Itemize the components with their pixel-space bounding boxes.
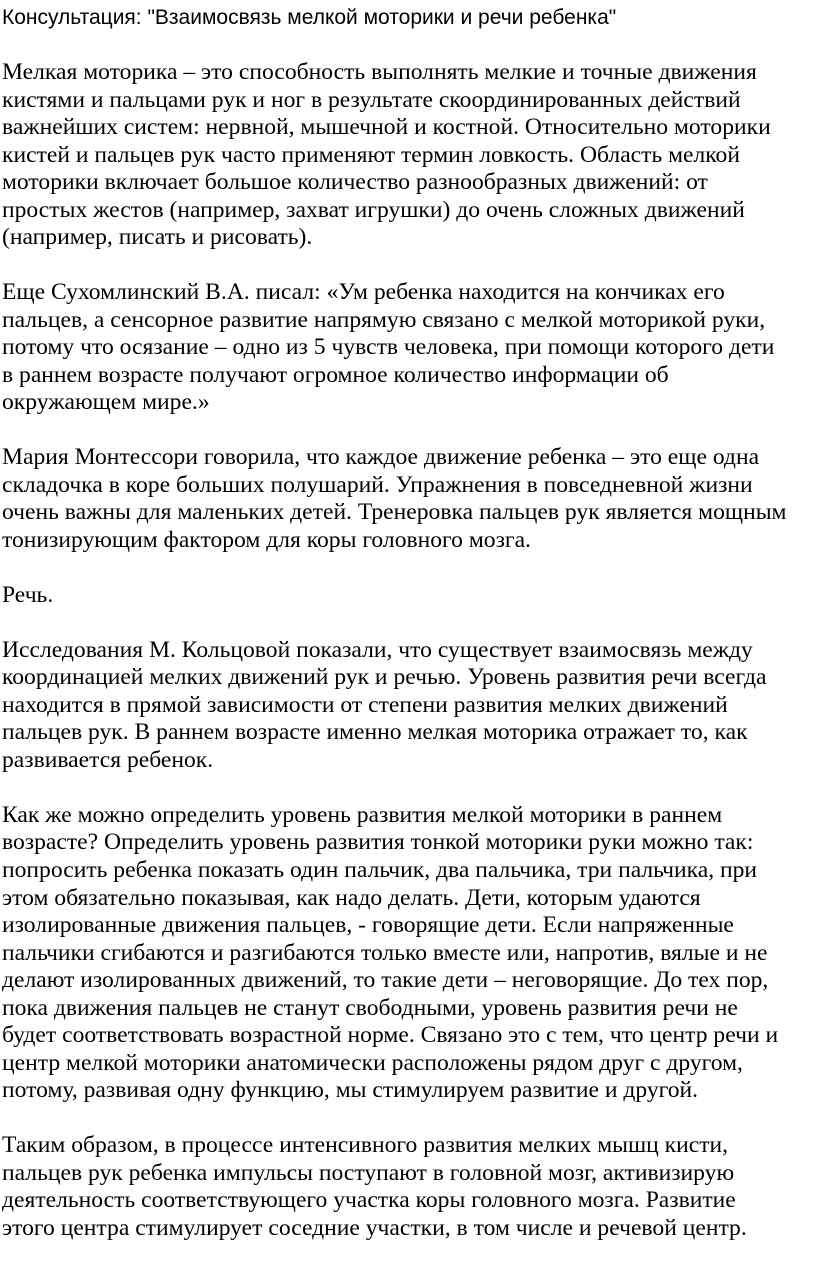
text-line: развивается ребенок. bbox=[2, 746, 214, 773]
paragraph bbox=[2, 59, 816, 252]
paragraph bbox=[2, 279, 816, 417]
paragraph-spacer bbox=[2, 252, 816, 280]
text-line: этом обязательно показывая, как надо делать. Дети, которым удаются bbox=[2, 884, 701, 911]
text-line: будет соответствовать возрастной норме. Связано это с тем, что центр речи и bbox=[2, 1022, 779, 1049]
text-line: в раннем возрасте получают огромное количество информации об bbox=[2, 361, 669, 388]
text-line: деятельность соответствующего участка коры головного мозга. Развитие bbox=[2, 1187, 736, 1214]
paragraph-spacer bbox=[2, 1105, 816, 1133]
text-line: изолированные движения пальцев, - говорящие дети. Если напряженные bbox=[2, 912, 734, 939]
text-line: пальцев рук ребенка импульсы поступают в головной мозг, активизирую bbox=[2, 1159, 735, 1186]
text-line: делают изолированных движений, то такие дети – неговорящие. До тех пор, bbox=[2, 967, 769, 994]
paragraph-spacer bbox=[2, 554, 816, 582]
text-line: Еще Сухомлинский В.А. писал: «Ум ребенка находится на кончиках его bbox=[2, 279, 725, 306]
text-line: пальчики сгибаются и разгибаются только вместе или, напротив, вялые и не bbox=[2, 939, 768, 966]
document-title: Консультация: "Взаимосвязь мелкой моторики и речи ребенка" bbox=[2, 6, 617, 29]
text-line: попросить ребенка показать один пальчик, два пальчика, три пальчика, при bbox=[2, 856, 758, 883]
text-line: складочка в коре больших полушарий. Упражнения в повседневной жизни bbox=[2, 471, 753, 498]
text-line: координацией мелких движений рук и речью. Уровень развития речи всегда bbox=[2, 664, 767, 691]
text-line: кистями и пальцами рук и ног в результате скоординированных действий bbox=[2, 86, 741, 113]
text-line: очень важны для маленьких детей. Тренеровка пальцев рук является мощным bbox=[2, 499, 787, 526]
text-line: важнейших систем: нервной, мышечной и костной. Относительно моторики bbox=[2, 114, 771, 141]
text-line: окружающем мире.» bbox=[2, 389, 210, 416]
paragraph bbox=[2, 1132, 816, 1242]
text-line: центр мелкой моторики анатомически расположены рядом друг с другом, bbox=[2, 1049, 743, 1076]
text-line: моторики включает большое количество разнообразных движений: от bbox=[2, 169, 708, 196]
text-line: Мелкая моторика – это способность выполнять мелкие и точные движения bbox=[2, 59, 757, 86]
text-line: пальцев, а сенсорное развитие напрямую связано с мелкой моторикой руки, bbox=[2, 306, 766, 333]
text-line: потому, развивая одну функцию, мы стимулируем развитие и другой. bbox=[2, 1077, 699, 1104]
text-line: Мария Монтессори говорила, что каждое движение ребенка – это еще одна bbox=[2, 444, 760, 471]
paragraph-spacer bbox=[2, 417, 816, 445]
text-line: этого центра стимулирует соседние участки, в том числе и речевой центр. bbox=[2, 1214, 747, 1241]
paragraph-spacer bbox=[2, 774, 816, 802]
text-line: Исследования М. Кольцовой показали, что существует взаимосвязь между bbox=[2, 636, 753, 663]
paragraph-spacer bbox=[2, 32, 816, 60]
text-line: Речь. bbox=[2, 581, 54, 608]
text-line: кистей и пальцев рук часто применяют термин ловкость. Область мелкой bbox=[2, 141, 740, 168]
paragraph bbox=[2, 802, 816, 1105]
paragraph bbox=[2, 582, 816, 610]
text-line: Как же можно определить уровень развития мелкой моторики в раннем bbox=[2, 801, 723, 828]
text-line: пальцев рук. В раннем возрасте именно мелкая моторика отражает то, как bbox=[2, 719, 748, 746]
text-line: находится в прямой зависимости от степени развития мелких движений bbox=[2, 691, 728, 718]
text-line: возрасте? Определить уровень развития тонкой моторики руки можно так: bbox=[2, 829, 754, 856]
text-line: тонизирующим фактором для коры головного мозга. bbox=[2, 526, 531, 553]
paragraph bbox=[2, 637, 816, 775]
text-line: пока движения пальцев не станут свободными, уровень развития речи не bbox=[2, 994, 738, 1021]
paragraph bbox=[2, 444, 816, 554]
paragraph-spacer bbox=[2, 609, 816, 637]
text-line: простых жестов (например, захват игрушки) до очень сложных движений bbox=[2, 196, 745, 223]
document-body bbox=[2, 32, 816, 1243]
text-line: Таким образом, в процессе интенсивного развития мелких мышц кисти, bbox=[2, 1132, 729, 1159]
text-line: (например, писать и рисовать). bbox=[2, 224, 313, 251]
text-line: потому что осязание – одно из 5 чувств человека, при помощи которого дети bbox=[2, 334, 775, 361]
